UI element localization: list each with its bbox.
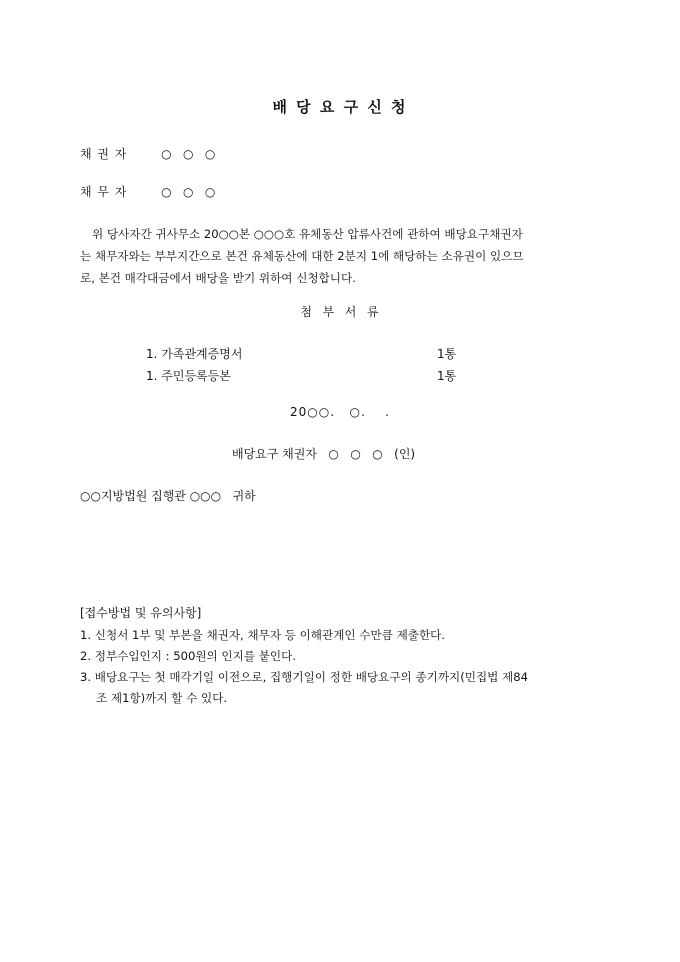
debtor-name: ○ ○ ○ [161, 185, 216, 199]
note-item: 3. 배당요구는 첫 매각기일 이전으로, 집행기일이 정한 배당요구의 종기까지(민집법 제84 [80, 670, 528, 684]
creditor-name: ○ ○ ○ [161, 147, 216, 161]
note-item: 2. 정부수입인지 : 500원의 인지를 붙인다. [80, 649, 297, 663]
attachment-item-qty: 1통 [437, 347, 457, 361]
note-item-continuation: 조 제1항)까지 할 수 있다. [96, 691, 228, 705]
attachment-item-name: 1. 가족관계증명서 [146, 347, 243, 361]
attachment-item-qty: 1통 [437, 369, 457, 383]
creditor-row [80, 145, 215, 162]
body-line: 로, 본건 매각대금에서 배당을 받기 위하여 신청합니다. [80, 271, 356, 285]
debtor-row [80, 183, 215, 200]
creditor-label: 채 권 자 [80, 147, 128, 161]
body-line: 는 채무자와는 부부지간으로 본건 유체동산에 대한 2분지 1에 해당하는 소유권이 있으므 [80, 249, 524, 263]
attachment-item-name: 1. 주민등록등본 [146, 369, 231, 383]
attachments-heading: 첨 부 서 류 [300, 305, 380, 319]
body-line: 위 당사자간 귀사무소 20○○본 ○○○호 유체동산 압류사건에 관하여 배당요구채권자 [92, 227, 523, 241]
application-body [80, 223, 600, 289]
application-date: 20○○. ○. . [290, 405, 390, 419]
note-item: 1. 신청서 1부 및 부본을 채권자, 채무자 등 이해관계인 수만큼 제출한다. [80, 628, 446, 642]
debtor-label: 채 무 자 [80, 185, 128, 199]
notes-heading: [접수방법 및 유의사항] [80, 606, 202, 620]
recipient-line: ○○지방법원 집행관 ○○○ 귀하 [80, 489, 256, 503]
document-title: 배 당 요 구 신 청 [272, 98, 408, 116]
applicant-signature: 배당요구 채권자 ○ ○ ○ (인) [232, 447, 416, 461]
